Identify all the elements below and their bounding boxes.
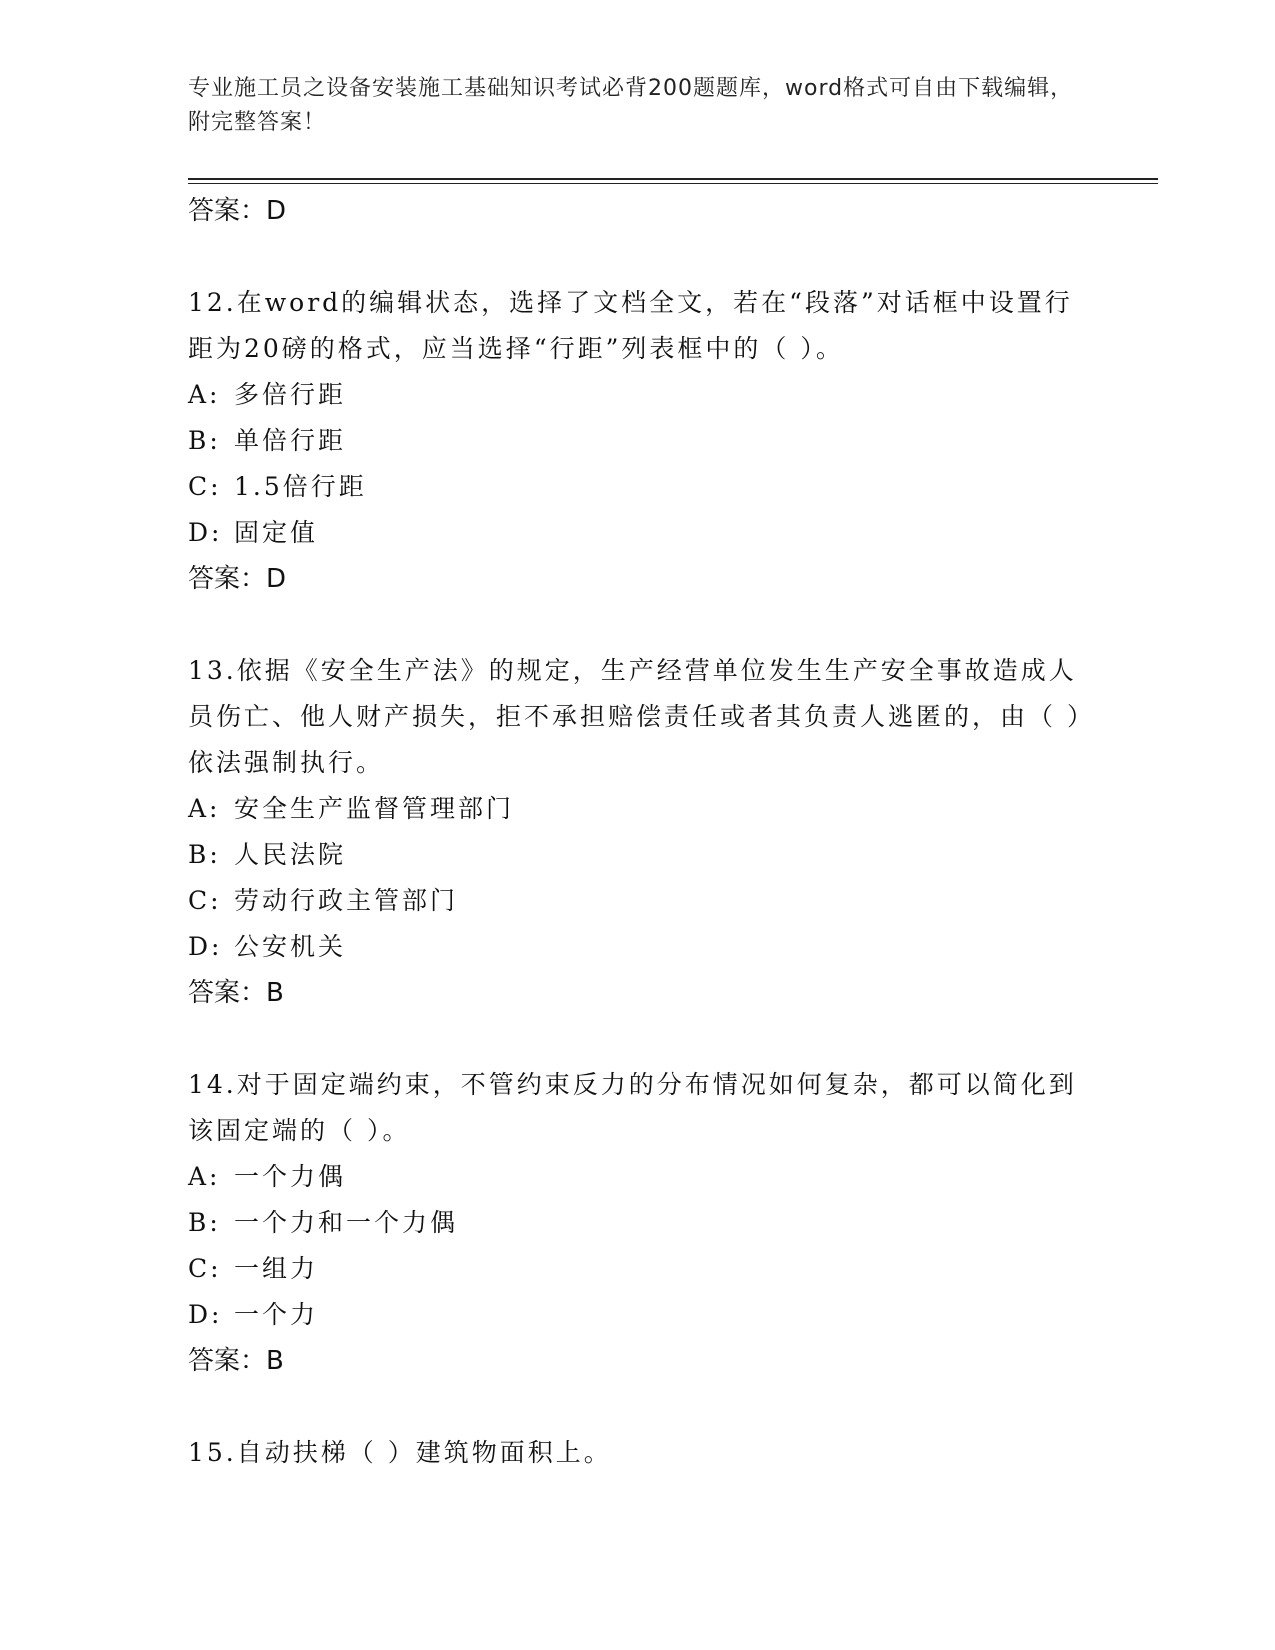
question-stem: 15.自动扶梯（ ）建筑物面积上。 xyxy=(188,1438,612,1467)
answer-line xyxy=(188,556,1088,602)
question-12 xyxy=(188,280,1088,602)
option-key: B: xyxy=(188,1208,221,1237)
spacer xyxy=(188,234,1088,280)
answer-value: B xyxy=(266,978,284,1008)
option-text: 多倍行距 xyxy=(234,380,347,409)
question-13 xyxy=(188,648,1088,1016)
option-text: 1.5倍行距 xyxy=(234,472,367,501)
answer-label: 答案： xyxy=(188,978,267,1008)
option-text: 劳动行政主管部门 xyxy=(234,886,459,915)
question-15 xyxy=(188,1430,1088,1476)
option-key: B: xyxy=(188,840,221,869)
option-key: B: xyxy=(188,426,221,455)
option-a xyxy=(188,1154,1088,1200)
option-key: C: xyxy=(188,886,222,915)
question-stem: 12.在word的编辑状态，选择了文档全文，若在“段落”对话框中设置行距为20磅的格式，应当选择“行距”列表框中的（ ）。 xyxy=(188,288,1073,363)
option-key: A: xyxy=(188,380,221,409)
option-key: D: xyxy=(188,518,223,547)
option-text: 安全生产监督管理部门 xyxy=(234,794,515,823)
option-d xyxy=(188,1292,1088,1338)
option-text: 一个力 xyxy=(234,1300,319,1329)
option-text: 一个力偶 xyxy=(234,1162,347,1191)
option-key: C: xyxy=(188,472,222,501)
answer-label: 答案： xyxy=(188,196,267,226)
option-b xyxy=(188,418,1088,464)
option-d xyxy=(188,924,1088,970)
option-key: A: xyxy=(188,794,221,823)
answer-label: 答案： xyxy=(188,1346,267,1376)
question-stem: 14.对于固定端约束，不管约束反力的分布情况如何复杂，都可以简化到该固定端的（ ）。 xyxy=(188,1070,1077,1145)
option-key: D: xyxy=(188,1300,223,1329)
question-14 xyxy=(188,1062,1088,1384)
answer-value: D xyxy=(266,196,287,226)
document-body xyxy=(188,188,1088,1476)
option-c xyxy=(188,464,1088,510)
option-b xyxy=(188,832,1088,878)
answer-line xyxy=(188,1338,1088,1384)
option-text: 单倍行距 xyxy=(234,426,347,455)
question-stem: 13.依据《安全生产法》的规定，生产经营单位发生生产安全事故造成人员伤亡、他人财产损失，拒不承担赔偿责任或者其负责人逃匿的，由（ ）依法强制执行。 xyxy=(188,656,1083,777)
option-d xyxy=(188,510,1088,556)
answer-line xyxy=(188,970,1088,1016)
option-c xyxy=(188,878,1088,924)
header-divider-thin xyxy=(188,183,1158,184)
spacer xyxy=(188,602,1088,648)
header-divider-thick xyxy=(188,178,1158,180)
spacer xyxy=(188,1016,1088,1062)
option-a xyxy=(188,372,1088,418)
option-c xyxy=(188,1246,1088,1292)
spacer xyxy=(188,1384,1088,1430)
option-key: C: xyxy=(188,1254,222,1283)
answer-label: 答案： xyxy=(188,564,267,594)
option-a xyxy=(188,786,1088,832)
answer-line xyxy=(188,188,1088,234)
option-b xyxy=(188,1200,1088,1246)
answer-value: B xyxy=(266,1346,284,1376)
option-key: A: xyxy=(188,1162,221,1191)
option-text: 一组力 xyxy=(234,1254,319,1283)
option-text: 人民法院 xyxy=(234,840,347,869)
option-text: 一个力和一个力偶 xyxy=(234,1208,459,1237)
document-header: 专业施工员之设备安装施工基础知识考试必背200题题库，word格式可自由下载编辑，附完整答案！ xyxy=(188,76,1074,135)
option-text: 固定值 xyxy=(234,518,319,547)
option-key: D: xyxy=(188,932,223,961)
option-text: 公安机关 xyxy=(234,932,347,961)
answer-value: D xyxy=(266,564,287,594)
